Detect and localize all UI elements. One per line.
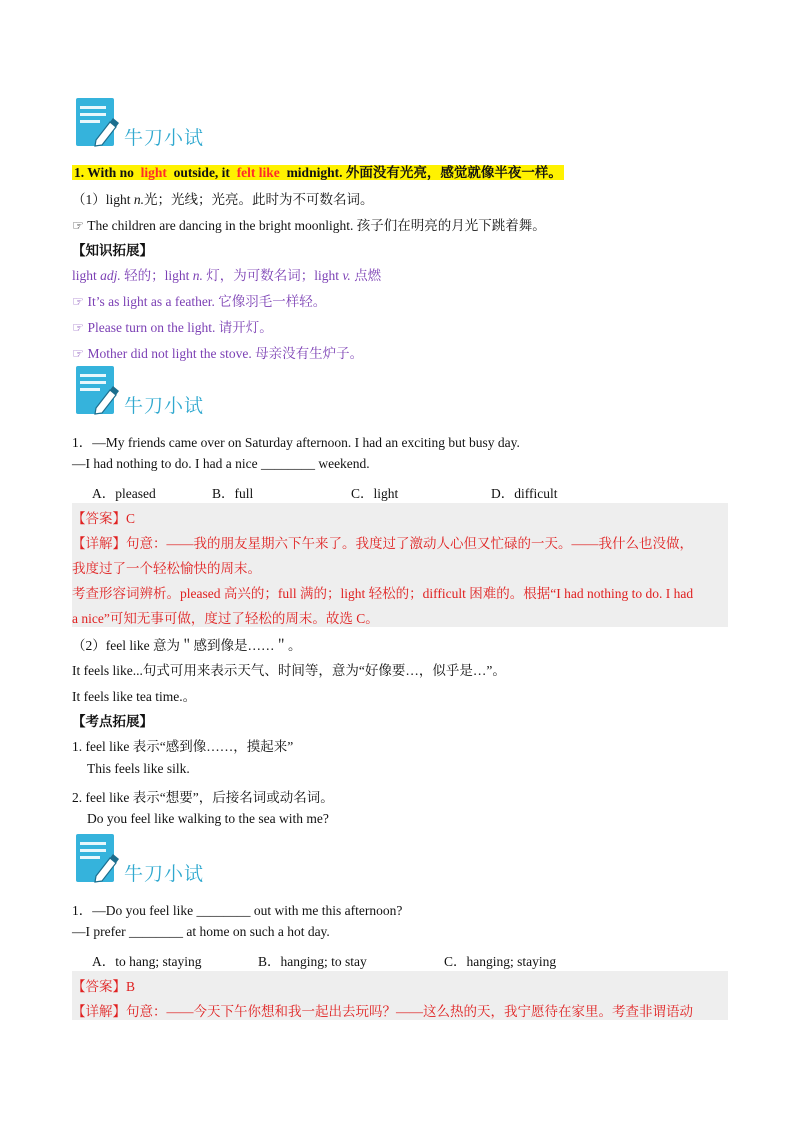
note-pencil-icon <box>74 830 120 888</box>
sentence-end: midnight. <box>286 165 343 180</box>
item-1-sentence <box>72 161 564 181</box>
question-2-options <box>92 950 556 970</box>
def-text: 光；光线；光亮。此时为不可数名词。 <box>144 192 374 207</box>
note-pencil-icon <box>74 94 120 152</box>
def-term: （1）light <box>72 192 131 207</box>
extension-example-1: ☞ It’s as light as a feather. 它像羽毛一样轻。 <box>72 294 327 309</box>
feel-like-definition: （2）feel like 意为＂感到像是……＂。 <box>72 638 302 653</box>
detail-1-line-2: 我度过了一个轻松愉快的周末。 <box>72 561 261 576</box>
key-points-title: 【考点拓展】 <box>72 714 153 729</box>
ext-term: light <box>72 268 97 283</box>
key-point-1: 1. feel like 表示“感到像……，摸起来” <box>72 739 294 754</box>
answer-2: 【答案】B <box>72 979 136 994</box>
section-title: 牛刀小试 <box>124 863 205 885</box>
question-2-line-2: —I prefer ________ at home on such a hot day. <box>72 924 330 939</box>
section-heading-2 <box>74 360 204 420</box>
detail-2-line-1: 【详解】句意：——今天下午你想和我一起出去玩吗？——这么热的天，我宁愿待在家里。考查非谓语动 <box>72 1004 693 1019</box>
section-heading-1 <box>74 92 204 152</box>
key-point-2-example: Do you feel like walking to the sea with me? <box>87 811 329 826</box>
def-pos: n. <box>133 192 145 207</box>
keyword-light: light <box>140 165 167 180</box>
sentence-mid: outside, it <box>173 165 230 180</box>
keyword-felt-like: felt like <box>236 165 280 180</box>
detail-1-line-3: 考查形容词辨析。pleased 高兴的；full 满的；light 轻松的；difficult 困难的。根据“I had nothing to do. I had <box>72 586 694 601</box>
detail-1-line-4: a nice”可知无事可做，度过了轻松的周末。故选 C。 <box>72 611 379 626</box>
ext-pos-n: n. <box>192 268 203 283</box>
ext-pos-adj: adj. <box>100 268 121 283</box>
light-definition <box>72 188 374 208</box>
answer-1: 【答案】C <box>72 511 136 526</box>
option-c: C．hanging; staying <box>444 954 557 969</box>
extension-example-2: ☞ Please turn on the light. 请开灯。 <box>72 320 273 335</box>
question-1-line-2: —I had nothing to do. I had a nice ________ weekend. <box>72 456 370 471</box>
extension-definitions <box>72 264 381 284</box>
feel-like-usage: It feels like...句式可用来表示天气、时间等，意为“好像要…，似乎是…”。 <box>72 663 506 678</box>
key-point-1-example: This feels like silk. <box>87 761 190 776</box>
note-pencil-icon <box>74 362 120 420</box>
ext-pos-v: v. <box>342 268 351 283</box>
option-a: A．pleased <box>92 486 156 501</box>
option-c: C．light <box>351 486 399 501</box>
ext-meaning-2: 灯，为可数名词；light <box>206 268 340 283</box>
highlighted-sentence <box>72 165 564 180</box>
question-1-line-1: 1．—My friends came over on Saturday afternoon. I had an exciting but busy day. <box>72 435 520 450</box>
extension-example-3: ☞ Mother did not light the stove. 母亲没有生炉子。 <box>72 346 364 361</box>
feel-like-example: It feels like tea time.。 <box>72 689 197 704</box>
detail-1-line-1: 【详解】句意：——我的朋友星期六下午来了。我度过了激动人心但又忙碌的一天。——我什么也没做， <box>72 536 693 551</box>
item-number: 1. With no <box>74 165 134 180</box>
section-title: 牛刀小试 <box>124 127 205 149</box>
section-title: 牛刀小试 <box>124 395 205 417</box>
option-b: B．full <box>212 486 254 501</box>
question-1-options <box>92 482 558 502</box>
light-example: ☞ The children are dancing in the bright moonlight. 孩子们在明亮的月光下跳着舞。 <box>72 218 546 233</box>
key-point-2: 2. feel like 表示“想要”，后接名词或动名词。 <box>72 790 334 805</box>
option-a: A．to hang; staying <box>92 954 202 969</box>
option-b: B．hanging; to stay <box>258 954 367 969</box>
question-2-line-1: 1．—Do you feel like ________ out with me this afternoon? <box>72 903 403 918</box>
section-heading-3 <box>74 828 204 888</box>
ext-meaning-1: 轻的；light <box>124 268 190 283</box>
knowledge-extension-title: 【知识拓展】 <box>72 243 153 258</box>
ext-meaning-3: 点燃 <box>354 268 382 283</box>
sentence-translation: 外面没有光亮，感觉就像半夜一样。 <box>345 165 562 180</box>
option-d: D．difficult <box>491 486 558 501</box>
